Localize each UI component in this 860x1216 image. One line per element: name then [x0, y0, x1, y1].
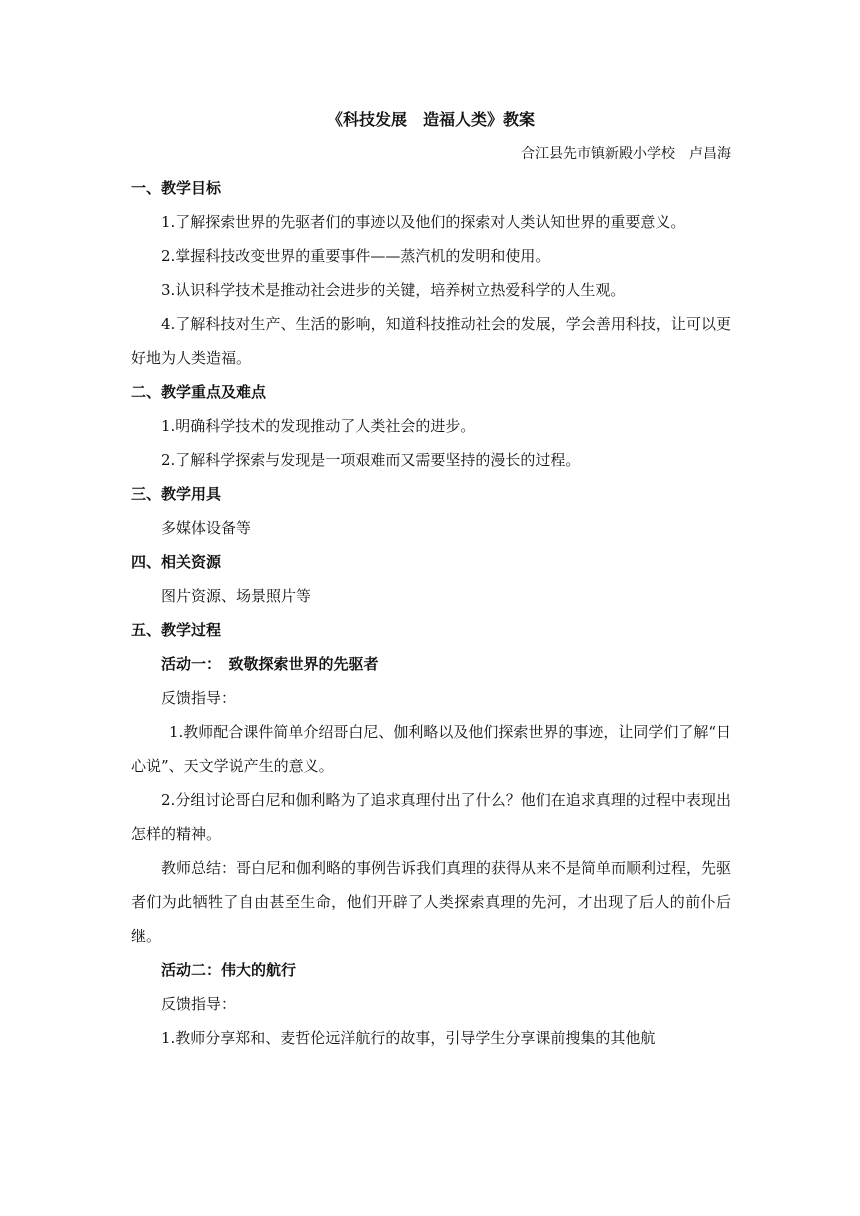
section-heading-resources: 四、相关资源: [131, 553, 222, 571]
paragraph: 1.教师分享郑和、麦哲伦远洋航行的故事，引导学生分享课前搜集的其他航: [161, 1029, 656, 1047]
document-title: 《科技发展 造福人类》教案: [326, 110, 535, 129]
document-author: 合江县先市镇新殿小学校 卢昌海: [521, 146, 731, 162]
activity-title: 活动二：伟大的航行: [161, 961, 297, 979]
feedback-label: 反馈指导：: [161, 995, 237, 1013]
paragraph: 2.分组讨论哥白尼和伽利略为了追求真理付出了什么？他们在追求真理的过程中表现出怎样的精神。: [131, 791, 731, 843]
section-heading-tools: 三、教学用具: [131, 485, 222, 503]
document-page: [131, 103, 731, 1055]
paragraph: 2.了解科学探索与发现是一项艰难而又需要坚持的漫长的过程。: [161, 451, 581, 469]
teacher-summary: 教师总结：哥白尼和伽利略的事例告诉我们真理的获得从来不是简单而顺利过程，先驱者们为此牺牲了自由甚至生命，他们开辟了人类探索真理的先河，才出现了后人的前仆后继。: [131, 859, 732, 945]
paragraph: 3.认识科学技术是推动社会进步的关键，培养树立热爱科学的人生观。: [161, 281, 626, 299]
feedback-label: 反馈指导：: [161, 689, 237, 707]
paragraph: 2.掌握科技改变世界的重要事件——蒸汽机的发明和使用。: [161, 247, 551, 265]
paragraph: 1.教师配合课件简单介绍哥白尼、伽利略以及他们探索世界的事迹，让同学们了解“日心说”、天文学说产生的意义。: [131, 723, 731, 775]
paragraph: 4.了解科技对生产、生活的影响，知道科技推动社会的发展，学会善用科技，让可以更好地为人类造福。: [131, 315, 731, 367]
paragraph: 1.明确科学技术的发现推动了人类社会的进步。: [161, 417, 476, 435]
paragraph: 多媒体设备等: [161, 519, 252, 537]
section-heading-process: 五、教学过程: [131, 621, 222, 639]
activity-title: 活动一： 致敬探索世界的先驱者: [161, 655, 379, 673]
section-heading-objectives: 一、教学目标: [131, 179, 222, 197]
paragraph: 1.了解探索世界的先驱者们的事迹以及他们的探索对人类认知世界的重要意义。: [161, 213, 686, 231]
paragraph: 图片资源、场景照片等: [161, 587, 312, 605]
section-heading-key-points: 二、教学重点及难点: [131, 383, 267, 401]
